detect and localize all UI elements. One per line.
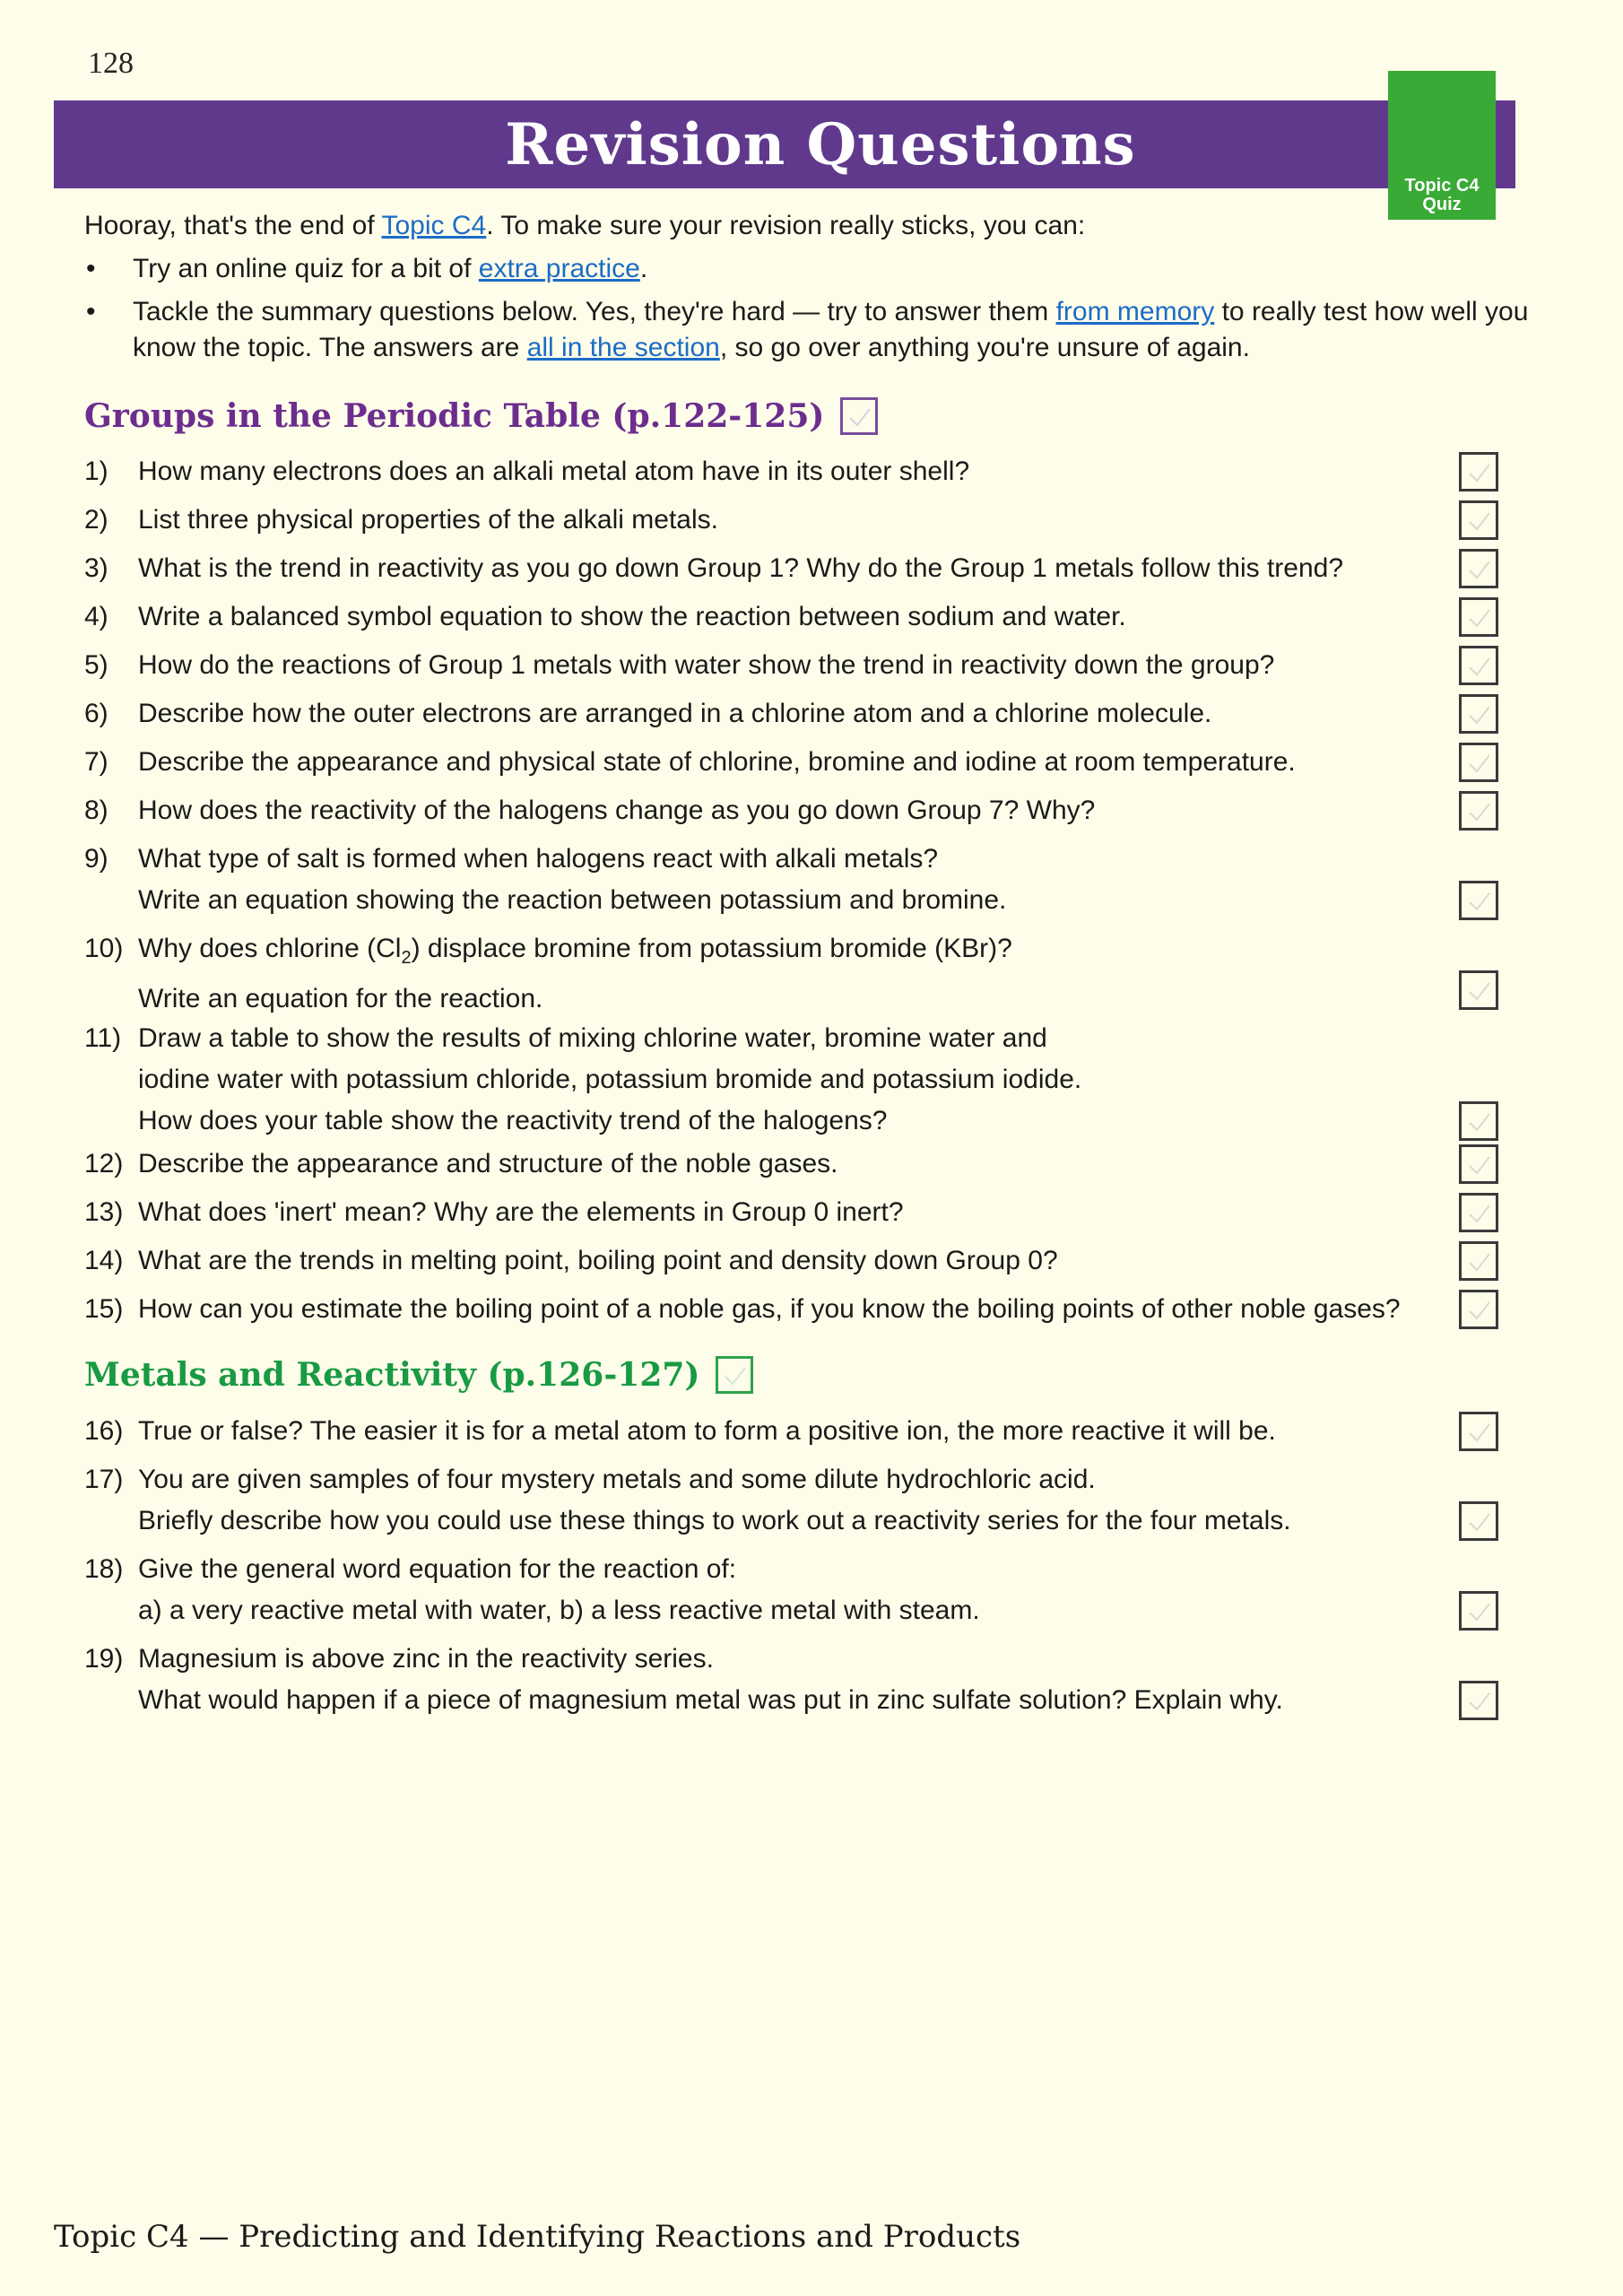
intro-text: . To make sure your revision really sticks, you can: xyxy=(486,211,1086,240)
question-text xyxy=(138,1192,1519,1233)
question-line: Give the general word equation for the reaction of: xyxy=(138,1554,737,1584)
question-line-part: ) displace bromine from potassium bromide (KBr)? xyxy=(411,934,1012,963)
question-checkbox[interactable] xyxy=(1459,597,1498,637)
question-item xyxy=(84,451,1519,492)
question-number: 9) xyxy=(84,844,108,874)
check-icon xyxy=(1465,797,1494,826)
question-item xyxy=(84,1144,1519,1185)
check-icon xyxy=(1465,749,1494,778)
check-icon xyxy=(1465,1296,1494,1325)
bullet-text: Tackle the summary questions below. Yes, they're hard — try to answer them xyxy=(133,297,1056,326)
question-item xyxy=(84,548,1519,589)
question-checkbox[interactable] xyxy=(1459,1101,1498,1141)
question-text xyxy=(138,1411,1519,1452)
question-number: 12) xyxy=(84,1149,124,1178)
check-icon xyxy=(1465,887,1494,916)
check-icon xyxy=(1465,700,1494,729)
section-heading-text: Groups in the Periodic Table (p.122-125) xyxy=(84,397,825,435)
bullet-text: . xyxy=(639,254,648,283)
question-line: Briefly describe how you could use these things to work out a reactivity series for the four metals. xyxy=(138,1506,1291,1535)
question-item xyxy=(84,596,1519,638)
bullet-icon: • xyxy=(86,297,96,326)
intro-paragraph xyxy=(84,208,1537,244)
question-line: Describe the appearance and physical state of chlorine, bromine and iodine at room temperature. xyxy=(138,747,1296,777)
question-number: 2) xyxy=(84,505,108,535)
question-checkbox[interactable] xyxy=(1459,743,1498,782)
check-icon xyxy=(1465,1199,1494,1228)
check-icon xyxy=(722,1362,749,1389)
question-number: 3) xyxy=(84,553,108,583)
question-number: 17) xyxy=(84,1465,124,1494)
question-item xyxy=(84,1549,1519,1631)
question-checkbox[interactable] xyxy=(1459,970,1498,1010)
question-line: What does 'inert' mean? Why are the elements in Group 0 inert? xyxy=(138,1197,904,1227)
check-icon xyxy=(1465,1248,1494,1276)
intro-text: Hooray, that's the end of xyxy=(84,211,382,240)
question-line: What are the trends in melting point, boiling point and density down Group 0? xyxy=(138,1246,1058,1275)
question-text xyxy=(138,742,1519,783)
question-text xyxy=(138,790,1519,831)
question-item xyxy=(84,928,1519,1020)
check-icon xyxy=(1465,1687,1494,1716)
question-line: What is the trend in reactivity as you go down Group 1? Why do the Group 1 metals follow this trend? xyxy=(138,553,1344,583)
intro-bullets xyxy=(84,251,1537,366)
question-text xyxy=(138,1144,1519,1185)
question-line: How do the reactions of Group 1 metals with water show the trend in reactivity down the group? xyxy=(138,650,1275,680)
question-item xyxy=(84,790,1519,831)
question-text xyxy=(138,1639,1519,1721)
question-item xyxy=(84,1639,1519,1721)
question-text xyxy=(138,548,1519,589)
section-checkbox[interactable] xyxy=(716,1356,753,1394)
page-title: Revision Questions xyxy=(505,110,1136,178)
question-checkbox[interactable] xyxy=(1459,452,1498,491)
question-line: Describe how the outer electrons are arranged in a chlorine atom and a chlorine molecule. xyxy=(138,699,1212,728)
question-line: Write an equation for the reaction. xyxy=(138,984,543,1013)
question-line: What would happen if a piece of magnesium metal was put in zinc sulfate solution? Explain why. xyxy=(138,1685,1283,1715)
question-checkbox[interactable] xyxy=(1459,1412,1498,1451)
quiz-tab-line1: Topic C4 xyxy=(1404,176,1480,196)
question-line: Draw a table to show the results of mixing chlorine water, bromine water and xyxy=(138,1023,1047,1053)
question-text xyxy=(138,1549,1519,1631)
question-line: What type of salt is formed when halogens react with alkali metals? xyxy=(138,844,939,874)
question-item xyxy=(84,693,1519,735)
question-checkbox[interactable] xyxy=(1459,1144,1498,1184)
question-line xyxy=(138,928,1519,978)
question-item xyxy=(84,742,1519,783)
footer-topic: Topic C4 — Predicting and Identifying Reactions and Products xyxy=(54,2219,1021,2255)
question-checkbox[interactable] xyxy=(1459,694,1498,734)
subscript: 2 xyxy=(401,948,412,968)
question-text xyxy=(138,1289,1519,1330)
check-icon xyxy=(1465,1508,1494,1536)
check-icon xyxy=(1465,1597,1494,1626)
question-number: 10) xyxy=(84,934,124,963)
question-checkbox[interactable] xyxy=(1459,1290,1498,1329)
question-checkbox[interactable] xyxy=(1459,1501,1498,1541)
intro-block xyxy=(84,208,1537,373)
question-line: True or false? The easier it is for a metal atom to form a positive ion, the more reactive it will be. xyxy=(138,1416,1276,1446)
question-item xyxy=(84,1018,1519,1142)
question-item xyxy=(84,1192,1519,1233)
question-line-part: Why does chlorine (Cl xyxy=(138,934,402,963)
check-icon xyxy=(1465,977,1494,1005)
extra-practice-link[interactable]: extra practice xyxy=(478,254,640,283)
question-item xyxy=(84,645,1519,686)
question-text xyxy=(138,928,1519,1020)
question-item xyxy=(84,500,1519,541)
question-checkbox[interactable] xyxy=(1459,791,1498,831)
check-icon xyxy=(1465,1418,1494,1447)
question-text xyxy=(138,693,1519,735)
check-icon xyxy=(1465,458,1494,487)
check-icon xyxy=(1465,507,1494,535)
section-heading-text: Metals and Reactivity (p.126-127) xyxy=(84,1356,700,1394)
title-banner xyxy=(54,100,1515,188)
question-line: How does your table show the reactivity trend of the halogens? xyxy=(138,1106,888,1135)
question-line: How does the reactivity of the halogens change as you go down Group 7? Why? xyxy=(138,796,1096,825)
question-number: 6) xyxy=(84,699,108,728)
section-heading-groups xyxy=(84,397,878,435)
question-line: Describe the appearance and structure of the noble gases. xyxy=(138,1149,838,1178)
from-memory-link[interactable]: from memory xyxy=(1055,297,1215,326)
check-icon xyxy=(1465,1108,1494,1136)
check-icon xyxy=(1465,555,1494,584)
question-checkbox[interactable] xyxy=(1459,549,1498,588)
question-text xyxy=(138,645,1519,686)
question-line: Write an equation showing the reaction between potassium and bromine. xyxy=(138,885,1007,915)
section-checkbox[interactable] xyxy=(840,397,878,435)
question-item xyxy=(84,1411,1519,1452)
question-item xyxy=(84,1240,1519,1282)
question-line: a) a very reactive metal with water, b) a less reactive metal with steam. xyxy=(138,1596,980,1625)
question-number: 1) xyxy=(84,457,108,486)
question-line: Write a balanced symbol equation to show the reaction between sodium and water. xyxy=(138,602,1126,631)
question-checkbox[interactable] xyxy=(1459,1591,1498,1631)
question-text xyxy=(138,1459,1519,1542)
question-number: 19) xyxy=(84,1644,124,1674)
question-line: You are given samples of four mystery metals and some dilute hydrochloric acid. xyxy=(138,1465,1096,1494)
question-text xyxy=(138,500,1519,541)
check-icon xyxy=(1465,604,1494,632)
question-checkbox[interactable] xyxy=(1459,1193,1498,1232)
question-number: 13) xyxy=(84,1197,124,1227)
question-line: How can you estimate the boiling point of a noble gas, if you know the boiling points of other noble gases? xyxy=(138,1294,1401,1324)
question-number: 5) xyxy=(84,650,108,680)
question-text xyxy=(138,596,1519,638)
question-checkbox[interactable] xyxy=(1459,1241,1498,1281)
question-text xyxy=(138,839,1519,921)
check-icon xyxy=(846,404,873,430)
bullet-text: to really test how well you know the topic. The answers are xyxy=(133,297,1529,362)
question-checkbox[interactable] xyxy=(1459,1681,1498,1720)
question-text xyxy=(138,1240,1519,1282)
page-number: 128 xyxy=(88,47,134,80)
bullet-icon: • xyxy=(86,254,96,283)
question-number: 7) xyxy=(84,747,108,777)
question-line: Magnesium is above zinc in the reactivity series. xyxy=(138,1644,714,1674)
all-in-section-link[interactable]: all in the section xyxy=(526,333,720,362)
topic-c4-link[interactable]: Topic C4 xyxy=(381,211,487,240)
check-icon xyxy=(1465,1151,1494,1179)
question-number: 11) xyxy=(84,1023,122,1053)
question-number: 14) xyxy=(84,1246,124,1275)
quiz-tab-line2: Quiz xyxy=(1422,195,1462,214)
question-number: 15) xyxy=(84,1294,124,1324)
question-number: 4) xyxy=(84,602,108,631)
question-number: 18) xyxy=(84,1554,124,1584)
question-checkbox[interactable] xyxy=(1459,881,1498,920)
check-icon xyxy=(1465,652,1494,681)
question-checkbox[interactable] xyxy=(1459,646,1498,685)
bullet-text: , so go over anything you're unsure of again. xyxy=(719,333,1250,362)
question-item xyxy=(84,839,1519,921)
question-item xyxy=(84,1459,1519,1542)
question-item xyxy=(84,1289,1519,1330)
question-line: How many electrons does an alkali metal atom have in its outer shell? xyxy=(138,457,970,486)
section-heading-metals xyxy=(84,1356,753,1394)
question-number: 8) xyxy=(84,796,108,825)
bullet-item xyxy=(84,294,1537,366)
bullet-text: Try an online quiz for a bit of xyxy=(133,254,479,283)
question-text xyxy=(138,451,1519,492)
question-number: 16) xyxy=(84,1416,124,1446)
bullet-item xyxy=(84,251,1537,287)
topic-quiz-tab[interactable] xyxy=(1388,71,1496,220)
question-text xyxy=(138,1018,1519,1142)
question-line: iodine water with potassium chloride, potassium bromide and potassium iodide. xyxy=(138,1065,1082,1094)
question-line: List three physical properties of the alkali metals. xyxy=(138,505,718,535)
question-checkbox[interactable] xyxy=(1459,500,1498,540)
